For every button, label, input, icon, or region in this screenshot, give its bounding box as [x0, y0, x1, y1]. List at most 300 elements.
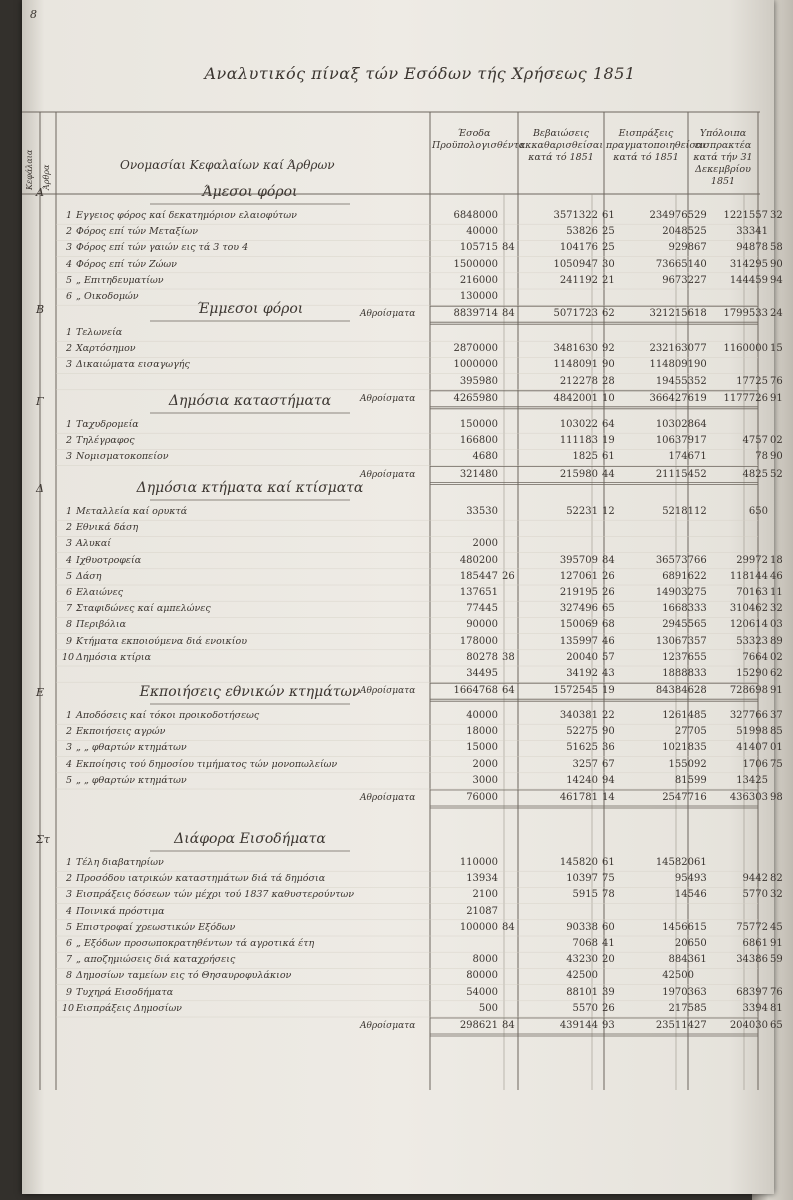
cell-c3: 145820 [655, 857, 694, 868]
cell-c4f: 81 [770, 1002, 783, 1014]
cell-c2f: 41 [602, 938, 615, 949]
cell-c4f: 03 [770, 619, 783, 631]
folio-number: 8 [30, 8, 37, 21]
cell-c4: 7664 [742, 651, 768, 663]
cell-c3f: 67 [694, 242, 707, 254]
cell-c1: 395980 [459, 375, 498, 387]
cell-c4f: 11 [770, 587, 783, 598]
cell-c4: 4757 [742, 435, 768, 447]
row-description: Εισπράξεις Δημοσίων [76, 1002, 182, 1014]
total-label: Αθροίσματα [360, 393, 416, 404]
row-number: 1 [65, 857, 72, 868]
cell-c4: 75772 [736, 921, 768, 933]
cell-c4f: 90 [770, 258, 783, 270]
cell-c3: 14566 [662, 921, 694, 933]
cell-c3f: 85 [694, 1002, 707, 1014]
header-assessed: Βεβαιώσεις εκκαθαρισθείσαι κατά τό 1851 [520, 128, 604, 163]
row-description: Επιστροφαί χρεωστικών Εξόδων [76, 921, 236, 933]
cell-c3f: 25 [694, 226, 707, 238]
cell-c2: 1050947 [553, 258, 598, 270]
cell-c2f: 67 [602, 758, 615, 770]
row-description: Εθνικά δάση [76, 522, 139, 534]
row-description: Αποδόσεις καί τόκοι προικοδοτήσεως [76, 710, 260, 721]
table-row [30, 985, 783, 1001]
table-row [30, 449, 783, 465]
total-c3: 843846 [655, 685, 694, 697]
total-c3f: 19 [694, 392, 707, 404]
table-row [30, 666, 783, 682]
cell-c3: 52181 [662, 506, 694, 517]
cell-c3f: 40 [694, 258, 707, 270]
cell-c4: 17725 [736, 375, 768, 387]
total-c4: 1799533 [723, 308, 768, 320]
row-number: 1 [65, 710, 72, 721]
cell-c2: 219195 [559, 587, 598, 598]
cell-c3: 106379 [655, 435, 694, 447]
cell-c2f: 39 [602, 986, 615, 998]
row-description: Τηλέγραφος [76, 435, 135, 447]
row-description: Εισπράξεις δόσεων τών μέχρι τού 1837 καθυστερούντων [76, 889, 355, 901]
cell-c3: 18888 [662, 668, 694, 679]
header-article: Άρθρα [42, 164, 51, 190]
row-description: „ αποζημιώσεις διά καταχρήσεις [76, 954, 236, 966]
header-description: Ονομασίαι Κεφαλαίων καί Άρθρων [120, 158, 335, 172]
total-c2: 215980 [559, 468, 598, 480]
row-number: 9 [65, 635, 72, 647]
cell-c2: 212278 [559, 375, 598, 387]
cell-c1: 15000 [466, 742, 498, 754]
total-label: Αθροίσματα [360, 793, 416, 803]
table-row [30, 553, 783, 569]
table-row [30, 325, 775, 341]
section-title: Δημόσια κτήματα καί κτίσματα [136, 480, 364, 496]
total-c4: 1177726 [723, 392, 768, 404]
section-title: Έμμεσοι φόροι [196, 301, 304, 317]
cell-c4: 144459 [729, 274, 768, 286]
table-row [30, 257, 783, 273]
table-row [30, 433, 783, 449]
cell-c3f: 71 [694, 451, 707, 463]
total-c2: 5071723 [553, 308, 598, 320]
cell-c1: 21087 [466, 905, 498, 917]
cell-c3: 42500 [662, 970, 694, 982]
row-description: Δημόσια κτίρια [76, 651, 152, 663]
row-number: 5 [65, 921, 72, 933]
page-title: Αναλυτικός πίναξ τών Εσόδων τής Χρήσεως 1851 [204, 64, 636, 83]
table-row [30, 855, 775, 871]
cell-c4f: 15 [770, 343, 783, 355]
cell-c2f: 26 [602, 1002, 615, 1014]
cell-c2: 1148091 [553, 359, 598, 371]
cell-c3: 12614 [662, 710, 694, 721]
row-number: 4 [65, 905, 72, 917]
row-description: Δικαιώματα εισαγωγής [76, 359, 190, 371]
cell-c4: 68397 [736, 986, 768, 998]
cell-c3f: 64 [694, 419, 707, 430]
row-description: Μεταλλεία καί ορυκτά [76, 506, 188, 517]
cell-c3: 815 [674, 774, 694, 786]
cell-c3f: 33 [694, 603, 707, 615]
table-row [30, 417, 775, 433]
total-c2: 461781 [559, 792, 598, 803]
cell-c4: 15290 [736, 668, 768, 679]
table-row [30, 341, 783, 357]
total-c3: 235114 [655, 1020, 694, 1031]
row-description: Φόρος επί τών γαιών εις τά 3 του 4 [76, 242, 249, 254]
cell-c3: 145 [674, 889, 694, 901]
section-letter: Στ [36, 833, 50, 846]
row-number: 2 [65, 522, 72, 534]
cell-c1: 33530 [466, 506, 498, 517]
cell-c2f: 90 [602, 726, 615, 738]
cell-c1: 90000 [466, 619, 498, 631]
cell-c2f: 20 [602, 954, 615, 966]
cell-c1: 2870000 [453, 343, 498, 355]
cell-c2f: 25 [602, 226, 615, 238]
cell-c3f: 77 [694, 343, 707, 355]
cell-c1f: 26 [502, 570, 515, 582]
cell-c2: 150069 [559, 619, 598, 631]
header-budgeted: Έσοδα Προϋπολογισθέντα [432, 128, 526, 151]
row-number: 3 [65, 538, 72, 550]
cell-c1: 137651 [459, 587, 498, 598]
total-c4: 204030 [729, 1020, 768, 1031]
section-title: Άμεσοι φόροι [202, 184, 298, 200]
cell-c2f: 61 [602, 857, 615, 868]
cell-c3: 277 [674, 726, 694, 738]
table-row [30, 520, 775, 536]
row-description: Σταφιδώνες καί αμπελώνες [76, 603, 211, 615]
cell-c2: 135997 [559, 635, 598, 647]
row-description: Φόρος επί τών Μεταξίων [76, 226, 199, 238]
cell-c3: 365737 [655, 554, 694, 566]
table-row [30, 936, 783, 952]
cell-c2: 7068 [572, 938, 598, 949]
cell-c1: 13934 [466, 873, 498, 885]
row-description: Εκποιήσεις αγρών [76, 726, 166, 738]
row-description: Ιχθυοτροφεία [76, 554, 142, 566]
total-c1: 321480 [459, 468, 498, 480]
cell-c2f: 26 [602, 570, 615, 582]
cell-c1f: 84 [502, 921, 515, 933]
cell-c4f: 02 [770, 651, 783, 663]
cell-c1: 480200 [459, 554, 498, 566]
cell-c2: 34192 [566, 668, 598, 679]
row-number: 9 [65, 986, 72, 998]
cell-c3: 1550 [668, 758, 694, 770]
total-c2f: 10 [602, 392, 615, 404]
cell-c3f: 66 [694, 554, 707, 566]
total-c1: 8839714 [453, 308, 498, 320]
cell-c3f: 90 [694, 359, 707, 371]
cell-c4f: 76 [770, 986, 783, 998]
cell-c3f: 63 [694, 986, 707, 998]
cell-c1: 80000 [466, 970, 498, 982]
row-description: Δάση [76, 570, 102, 582]
total-c4f: 91 [770, 685, 783, 697]
cell-c3f: 50 [694, 938, 707, 949]
cell-c3: 149032 [655, 587, 694, 598]
row-number: 2 [65, 343, 72, 355]
cell-c2f: 46 [602, 635, 615, 647]
cell-c2f: 12 [602, 506, 615, 517]
cell-c4: 118144 [729, 570, 768, 582]
table-row [30, 740, 783, 756]
cell-c2: 52231 [566, 506, 598, 517]
cell-c3f: 93 [694, 873, 707, 885]
total-c4: 436303 [729, 792, 768, 803]
cell-c2: 3571322 [553, 210, 598, 221]
row-number: 1 [65, 210, 72, 221]
table-row [30, 601, 783, 617]
row-number: 6 [65, 938, 72, 949]
cell-c2: 51625 [566, 742, 598, 754]
row-number: 2 [65, 873, 72, 885]
cell-c2: 52275 [566, 726, 598, 738]
cell-c2f: 68 [602, 619, 615, 631]
cell-c1: 105715 [459, 242, 498, 254]
cell-c3: 103028 [655, 419, 694, 430]
total-c4f: 98 [770, 792, 783, 803]
table-row [30, 504, 775, 520]
row-description: Τυχηρά Εισοδήματα [76, 986, 174, 998]
cell-c1: 4680 [472, 451, 498, 463]
cell-c3: 1746 [668, 451, 694, 463]
cell-c1: 110000 [459, 857, 498, 868]
row-description: Τελωνεία [76, 327, 123, 338]
cell-c1: 178000 [459, 635, 498, 647]
row-description: Αλυκαί [76, 538, 112, 550]
cell-c4f: 32 [770, 889, 783, 901]
section-letter: Γ [36, 395, 44, 408]
cell-c4f: 89 [770, 635, 783, 647]
cell-c2f: 19 [602, 435, 615, 447]
cell-c4: 5770 [742, 889, 768, 901]
total-row [30, 1018, 783, 1034]
cell-c3f: 57 [694, 635, 707, 647]
cell-c4: 34386 [736, 954, 768, 966]
cell-c4: 9442 [742, 873, 768, 885]
row-number: 1 [65, 327, 72, 338]
total-label: Αθροίσματα [360, 686, 416, 697]
header-chapter: Κεφάλαια [25, 149, 34, 190]
cell-c4f: 90 [770, 451, 783, 463]
cell-c2: 90338 [566, 921, 598, 933]
table-row [30, 708, 783, 724]
section-title: Δημόσια καταστήματα [168, 393, 332, 409]
cell-c1f: 84 [502, 242, 515, 254]
cell-c2f: 25 [602, 242, 615, 254]
row-number: 2 [65, 226, 72, 238]
table-row [30, 374, 783, 390]
total-c1: 76000 [466, 792, 498, 803]
table-row [30, 273, 783, 289]
total-label: Αθροίσματα [360, 309, 416, 320]
total-c2: 1572545 [553, 685, 598, 697]
row-number: 2 [65, 435, 72, 447]
cell-c4f: 46 [770, 570, 783, 582]
cell-c3: 736651 [655, 258, 694, 270]
cell-c1: 1500000 [453, 258, 498, 270]
row-number: 6 [65, 587, 72, 598]
total-c3: 3212156 [649, 308, 694, 320]
total-label: Αθροίσματα [360, 469, 416, 480]
cell-c1: 500 [478, 1002, 498, 1014]
cell-c1: 2000 [472, 758, 498, 770]
cell-c3f: 52 [694, 375, 707, 387]
cell-c3f: 46 [694, 889, 707, 901]
cell-c4f: 32 [770, 603, 783, 615]
cell-c3: 130673 [655, 635, 694, 647]
cell-c4: 327766 [729, 710, 768, 721]
total-c3: 3664276 [649, 392, 694, 404]
row-number: 8 [65, 619, 72, 631]
cell-c2f: 60 [602, 921, 615, 933]
total-c3f: 18 [694, 308, 707, 320]
cell-c1: 100000 [459, 921, 498, 933]
row-number: 1 [65, 419, 72, 430]
row-number: 10 [62, 1002, 75, 1014]
cell-c3: 96732 [662, 274, 694, 286]
cell-c3: 194553 [655, 375, 694, 387]
cell-c4f: 59 [770, 954, 783, 966]
row-number: 1 [65, 506, 72, 517]
cell-c1: 130000 [459, 291, 498, 302]
cell-c2: 111183 [559, 435, 598, 447]
cell-c2f: 26 [602, 587, 615, 598]
cell-c3: 2349765 [649, 210, 694, 221]
cell-c2: 104176 [559, 242, 598, 254]
cell-c1: 166800 [459, 435, 498, 447]
total-c3: 211154 [655, 468, 694, 480]
cell-c2f: 64 [602, 419, 615, 430]
total-c4f: 91 [770, 392, 783, 404]
cell-c3: 29455 [662, 619, 694, 631]
cell-c4f: 45 [770, 921, 783, 933]
total-c2: 4842001 [553, 392, 598, 404]
cell-c4f: 82 [770, 873, 783, 885]
total-c2f: 62 [602, 308, 615, 320]
row-description: Κτήματα εκποιούμενα διά ενοικίου [76, 635, 247, 647]
cell-c2: 10397 [566, 873, 598, 885]
row-description: Δημοσίων ταμείων εις τό Θησαυροφυλάκιον [76, 970, 292, 982]
row-number: 3 [65, 359, 72, 371]
cell-c4: 41407 [736, 742, 768, 754]
row-description: Φόρος επί τών Ζώων [76, 258, 177, 270]
cell-c3f: 35 [694, 742, 707, 754]
total-c4f: 24 [770, 308, 783, 320]
cell-c4f: 91 [770, 938, 783, 949]
cell-c4: 53323 [736, 635, 768, 647]
cell-c4f: 58 [770, 242, 783, 254]
cell-c4f: 02 [770, 435, 783, 447]
section-letter: Ε [36, 686, 45, 699]
cell-c1: 40000 [466, 710, 498, 721]
cell-c4f: 85 [770, 726, 783, 738]
row-number: 10 [62, 651, 75, 663]
row-description: Εκποίησις τού δημοσίου τιμήματος τών μονοπωλείων [76, 758, 338, 770]
cell-c1: 3000 [472, 774, 498, 786]
cell-c2: 3481630 [553, 343, 598, 355]
cell-c2f: 28 [602, 375, 615, 387]
total-c1: 4265980 [453, 392, 498, 404]
cell-c2: 1825 [572, 451, 598, 463]
cell-c2: 5570 [572, 1002, 598, 1014]
cell-c4: 3394 [742, 1002, 768, 1014]
cell-c2: 43230 [566, 954, 598, 966]
total-c1f: 64 [502, 685, 515, 697]
cell-c2: 327496 [559, 603, 598, 615]
cell-c1: 80278 [466, 651, 498, 663]
row-description: Χαρτόσημον [76, 343, 136, 355]
cell-c4: 120614 [729, 619, 768, 631]
total-c3f: 52 [694, 468, 707, 480]
cell-c2: 241192 [559, 274, 598, 286]
row-number: 6 [65, 291, 72, 302]
cell-c3: 1148091 [649, 359, 694, 371]
cell-c3f: 15 [694, 921, 707, 933]
total-c4: 4825 [742, 468, 768, 480]
total-c3f: 16 [694, 792, 707, 803]
cell-c2: 5915 [572, 889, 598, 901]
cell-c2f: 21 [602, 274, 615, 286]
section-letter: Δ [36, 482, 44, 495]
cell-c2: 103022 [559, 419, 598, 430]
cell-c1: 1000000 [453, 359, 498, 371]
cell-c3f: 65 [694, 619, 707, 631]
cell-c3f: 99 [694, 774, 707, 786]
table-row [30, 536, 775, 552]
cell-c4f: 01 [770, 742, 783, 754]
cell-c2f: 75 [602, 873, 615, 885]
total-label: Αθροίσματα [360, 1021, 416, 1031]
table-row [30, 357, 775, 373]
row-number: 4 [65, 258, 72, 270]
cell-c3: 16683 [662, 603, 694, 615]
table-row [30, 1001, 783, 1017]
row-number: 5 [65, 570, 72, 582]
row-number: 2 [65, 726, 72, 738]
cell-c3f: 17 [694, 435, 707, 447]
cell-c4: 78 [755, 451, 768, 463]
cell-c2f: 57 [602, 651, 615, 663]
table-row [30, 650, 783, 666]
cell-c4f: 62 [770, 668, 783, 679]
cell-c3: 20485 [662, 226, 694, 238]
cell-c4f: 37 [770, 710, 783, 721]
total-c1: 1664768 [453, 685, 498, 697]
cell-c1: 40000 [466, 226, 498, 238]
table-row [30, 920, 783, 936]
cell-c3: 12376 [662, 651, 694, 663]
cell-c3: 10218 [662, 742, 694, 754]
cell-c1: 150000 [459, 419, 498, 430]
cell-c2f: 94 [602, 774, 615, 786]
cell-c4: 314295 [729, 258, 768, 270]
row-number: 4 [65, 554, 72, 566]
cell-c3: 8843 [668, 954, 694, 966]
cell-c2f: 61 [602, 451, 615, 463]
cell-c2: 42500 [566, 970, 598, 982]
cell-c2f: 30 [602, 258, 615, 270]
cell-c4: 6861 [742, 938, 768, 949]
cell-c2: 3257 [572, 758, 598, 770]
cell-c2: 53826 [566, 226, 598, 238]
cell-c4: 1706 [742, 758, 768, 770]
cell-c3: 206 [674, 938, 694, 949]
cell-c1: 185447 [459, 570, 498, 582]
section-title: Εκποιήσεις εθνικών κτημάτων [139, 684, 361, 700]
